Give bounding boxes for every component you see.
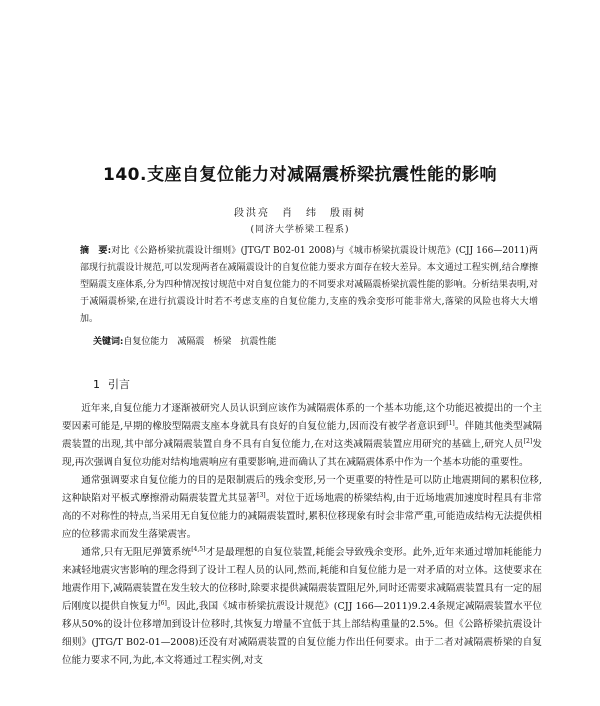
- authors: 段洪亮 肖 纬 殷雨树: [234, 208, 366, 219]
- citation: [6]: [158, 599, 167, 607]
- paper-title: 140.支座自复位能力对减隔震桥梁抗震性能的影响: [103, 165, 497, 185]
- paragraph: 通常,只有无阻尼弹簧系统[4,5]才是最理想的自复位装置,耗能会导致残余变形。此外,近年来通过增加耗能能力来减轻地震灾害影响的理念得到了设计工程人员的认同,然而,耗能和自复位能力是一对矛盾的对立体。这使要求在地震作用下,减隔震装置在发生较大的位移时,除要求提供减隔震装置阻尼外,同时还需要求减隔震装置具有一定的屈后刚度以提供自恢复力[6]。因此,我国《城市桥梁抗震设计规范》(CJJ 166—2011)9.2.4条规定减隔震装置水平位移从50%的设计位移增加到设计位移时,其恢复力增量不宜低于其上部结构重量的2.5%。但《公路桥梁抗震设计细则》(JTG/T B02-01—2008)还没有对减隔震装置的自复位能力作出任何要求。由于二者对减隔震桥梁的自复位能力要求不同,为此,本文将通过工程实例,对支: [62, 545, 542, 666]
- abstract-label: 摘 要:: [80, 246, 112, 256]
- citation: [4,5]: [191, 545, 206, 553]
- citation: [1]: [446, 419, 455, 427]
- body-text: [62, 400, 542, 670]
- affiliation: (同济大学桥梁工程系): [250, 225, 350, 235]
- section-number: 1: [93, 378, 100, 391]
- abstract-text: 对比《公路桥梁抗震设计细则》(JTG/T B02-01 2008)与《城市桥梁抗震设计规范》(CJJ 166—2011)两部现行抗震设计规范,可以发现两者在减隔震设计的自复位能力要求方面存在较大差异。本文通过工程实例,结合摩擦型隔震支座体系,分为四种情况按讨规范中对自复位能力的不同要求对减隔震桥梁抗震性能的影响。分析结果表明,对于减隔震桥梁,在进行抗震设计时若不考虑支座的自复位能力,支座的残余变形可能非常大,落梁的风险也将大大增加。: [80, 246, 538, 324]
- citation: [2]: [523, 437, 533, 445]
- keywords-label: 关键词:: [93, 337, 124, 347]
- paragraph: 通常强调要求自复位能力的目的是限制震后的残余变形,另一个更重要的特性是可以防止地震期间的累积位移,这种缺陷对平板式摩擦滑动隔震装置尤其显著[3]。对位于近场地震的桥梁结构,由于近场地震加速度时程具有非常高的不对称性的特点,当采用无自复位能力的减隔震装置时,累积位移现象有时会非常严重,可能造成结构无法提供相应的位移需求而发生落梁震害。: [62, 475, 542, 540]
- section-title: 引言: [108, 378, 130, 391]
- abstract: [80, 243, 538, 328]
- keywords: [93, 335, 538, 349]
- keywords-text: 自复位能力 减隔震 桥梁 抗震性能: [123, 337, 277, 347]
- section-heading: [93, 376, 138, 392]
- paragraph: 近年来,自复位能力才逐渐被研究人员认识到应该作为减隔震体系的一个基本功能,这个功能迟被提出的一个主要因素可能是,早期的橡胶型隔震支座本身就具有良好的自复位能力,因而没有被学者意识到[1]。伴随其他类型减隔震装置的出现,其中部分减隔震装置自身不具有自复位能力,在对这类减隔震装置应用研究的基础上,研究人员[2]发现,再次强调自复位功能对结构地震响应有重要影响,进而确认了其在减隔震体系中作为一个基本功能的重要性。: [62, 403, 542, 468]
- citation: [3]: [257, 491, 266, 499]
